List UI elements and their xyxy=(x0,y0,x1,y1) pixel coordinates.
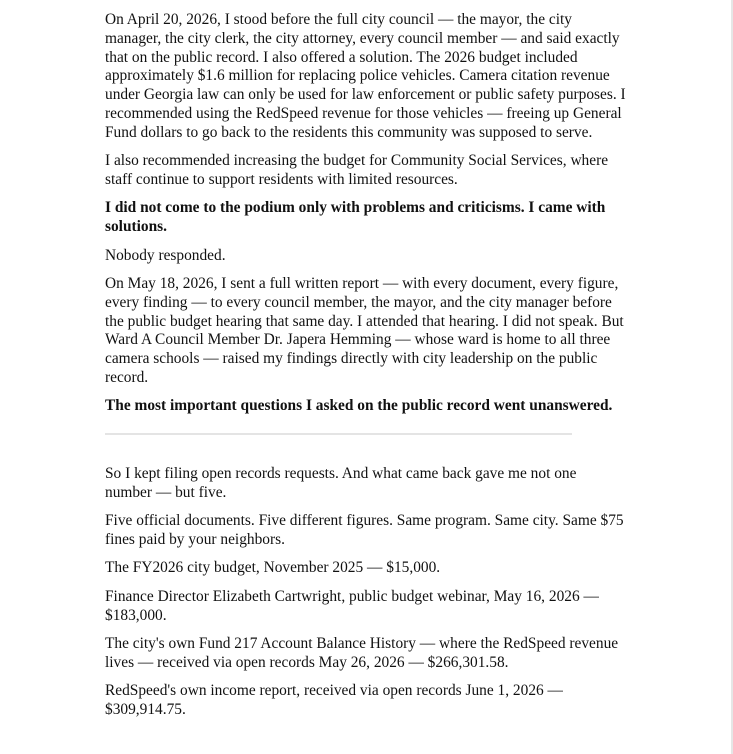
paragraph-nobody-responded: Nobody responded. xyxy=(105,246,226,264)
paragraph-solutions-statement: I did not come to the podium only with problems and criticisms. I came with solutions. xyxy=(105,199,606,236)
paragraph-fund-217: The city's own Fund 217 Account Balance History — where the RedSpeed revenue lives — received via open records May 26, 2026 — $266,301.58. xyxy=(105,635,619,671)
paragraph-may-report: On May 18, 2026, I sent a full written report — with every document, every figure, every finding — to every council member, the mayor, and the city manager before the public budget hearing that same day. I attended that hearing. I did not speak. But Ward A Council Member Dr. Japera Hemming — whose ward is home to all three camera schools — raised my findings directly with city leadership on the public record. xyxy=(105,274,624,386)
paragraph-april-council-meeting: On April 20, 2026, I stood before the full city council — the mayor, the city manager, the city clerk, the city attorney, every council member — and said exactly that on the public record. I also offered a solution. The 2026 budget included approximately $1.6 million for replacing police vehicles. Camera citation revenue under Georgia law can only be used for law enforcement or public safety purposes. I recommended using the RedSpeed revenue for those vehicles — freeing up General Fund dollars to go back to the residents this community was supposed to serve. xyxy=(105,11,626,141)
paragraph-open-records: So I kept filing open records requests. And what came back gave me not one number — but five. xyxy=(105,465,577,501)
paragraph-social-services: I also recommended increasing the budget for Community Social Services, where staff continue to support residents with limited resources. xyxy=(105,152,609,188)
paragraph-redspeed-report: RedSpeed's own income report, received via open records June 1, 2026 — $309,914.75. xyxy=(105,682,563,719)
paragraph-five-figures: Five official documents. Five different figures. Same program. Same city. Same $75 fines paid by your neighbors. xyxy=(105,512,624,549)
section-divider xyxy=(105,433,572,435)
article-body xyxy=(105,11,627,729)
paragraph-unanswered-questions: The most important questions I asked on the public record went unanswered. xyxy=(105,397,613,415)
paragraph-fy2026-budget: The FY2026 city budget, November 2025 — $15,000. xyxy=(105,559,441,577)
paragraph-finance-director: Finance Director Elizabeth Cartwright, public budget webinar, May 16, 2026 — $183,000. xyxy=(105,587,599,624)
